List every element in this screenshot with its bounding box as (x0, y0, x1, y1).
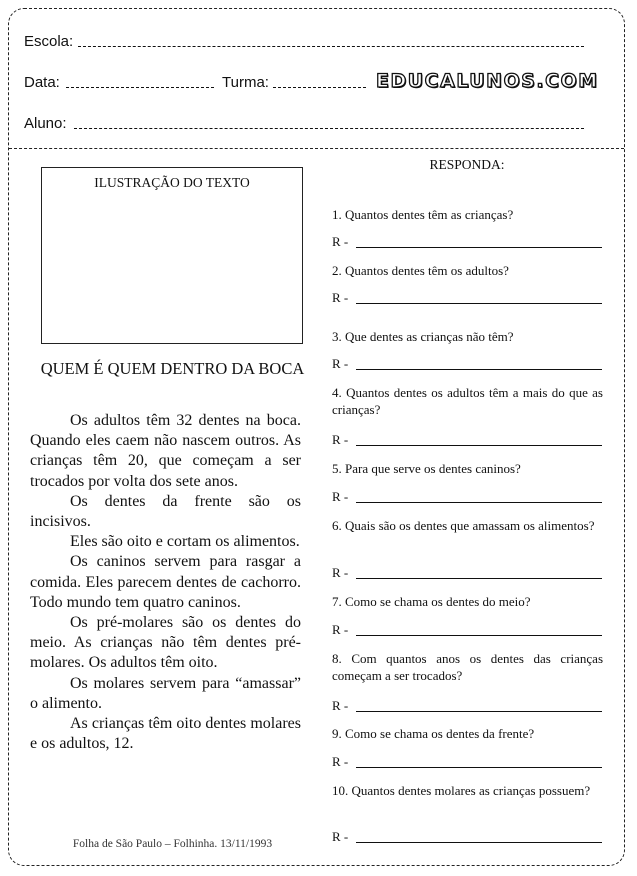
paragraph: Eles são oito e cortam os alimentos. (70, 533, 300, 551)
text-title: QUEM É QUEM DENTRO DA BOCA (40, 359, 305, 378)
text-source: Folha de São Paulo – Folhinha. 13/11/1993 (72, 838, 273, 850)
answer-4[interactable] (332, 432, 602, 450)
answer-8[interactable] (332, 698, 602, 716)
answer-9[interactable] (332, 754, 602, 772)
educalunos-logo: EDUCALUNOS.COM (376, 70, 599, 92)
answer-label: R - (332, 754, 349, 769)
answer-label: R - (332, 698, 349, 713)
paragraph: Os molares servem para “amassar” o alimento. (30, 674, 301, 712)
header-separator (9, 148, 624, 149)
questions-heading: RESPONDA: (429, 157, 505, 172)
answer-line (356, 767, 602, 768)
answer-line (356, 635, 602, 636)
question-1: 1. Quantos dentes têm as crianças? (332, 207, 514, 222)
answer-label: R - (332, 290, 349, 305)
paragraph: Os pré-molares são os dentes do meio. As crianças não têm dentes pré-molares. Os adultos têm oito. (30, 614, 301, 672)
question-2: 2. Quantos dentes têm os adultos? (332, 263, 509, 278)
answer-7[interactable] (332, 622, 602, 640)
question-4: 4. Quantos dentes os adultos têm a mais do que as crianças? (332, 385, 603, 417)
data-label: Data: (24, 74, 60, 91)
escola-field[interactable] (78, 46, 584, 47)
turma-label: Turma: (222, 74, 269, 91)
paragraph: Os caninos servem para rasgar a comida. Eles parecem dentes de cachorro. Todo mundo tem quatro caninos. (30, 553, 301, 611)
answer-line (356, 502, 602, 503)
answer-label: R - (332, 234, 349, 249)
answer-3[interactable] (332, 356, 602, 374)
paragraph: Os adultos têm 32 dentes na boca. Quando eles caem não nascem outros. As crianças têm 20, que começam a ser trocados por volta dos sete anos. (30, 412, 301, 490)
answer-line (356, 445, 602, 446)
text-body (30, 411, 301, 754)
question-7: 7. Como se chama os dentes do meio? (332, 594, 531, 609)
answer-line (356, 369, 602, 370)
answer-label: R - (332, 622, 349, 637)
question-8: 8. Com quantos anos os dentes das crianças começam a ser trocados? (332, 651, 603, 683)
aluno-label: Aluno: (24, 115, 67, 132)
answer-10[interactable] (332, 829, 602, 847)
answer-label: R - (332, 565, 349, 580)
answer-5[interactable] (332, 489, 602, 507)
answer-1[interactable] (332, 234, 602, 252)
question-5: 5. Para que serve os dentes caninos? (332, 461, 521, 476)
answer-2[interactable] (332, 290, 602, 308)
turma-field[interactable] (273, 87, 366, 88)
answer-line (356, 711, 602, 712)
question-3: 3. Que dentes as crianças não têm? (332, 329, 514, 344)
illustration-box[interactable] (41, 167, 303, 344)
answer-line (356, 303, 602, 304)
answer-label: R - (332, 489, 349, 504)
answer-line (356, 578, 602, 579)
answer-6[interactable] (332, 565, 602, 583)
aluno-field[interactable] (74, 128, 584, 129)
illustration-caption: ILUSTRAÇÃO DO TEXTO (94, 175, 250, 190)
question-9: 9. Como se chama os dentes da frente? (332, 726, 535, 741)
escola-label: Escola: (24, 33, 74, 50)
data-field[interactable] (66, 87, 214, 88)
question-10: 10. Quantos dentes molares as crianças possuem? (332, 783, 591, 798)
paragraph: As crianças têm oito dentes molares e os adultos, 12. (30, 715, 301, 753)
paragraph: Os dentes da frente são os incisivos. (30, 492, 301, 531)
answer-label: R - (332, 829, 349, 844)
answer-line (356, 247, 602, 248)
answer-label: R - (332, 432, 349, 447)
question-6: 6. Quais são os dentes que amassam os alimentos? (332, 518, 595, 533)
answer-line (356, 842, 602, 843)
answer-label: R - (332, 356, 349, 371)
